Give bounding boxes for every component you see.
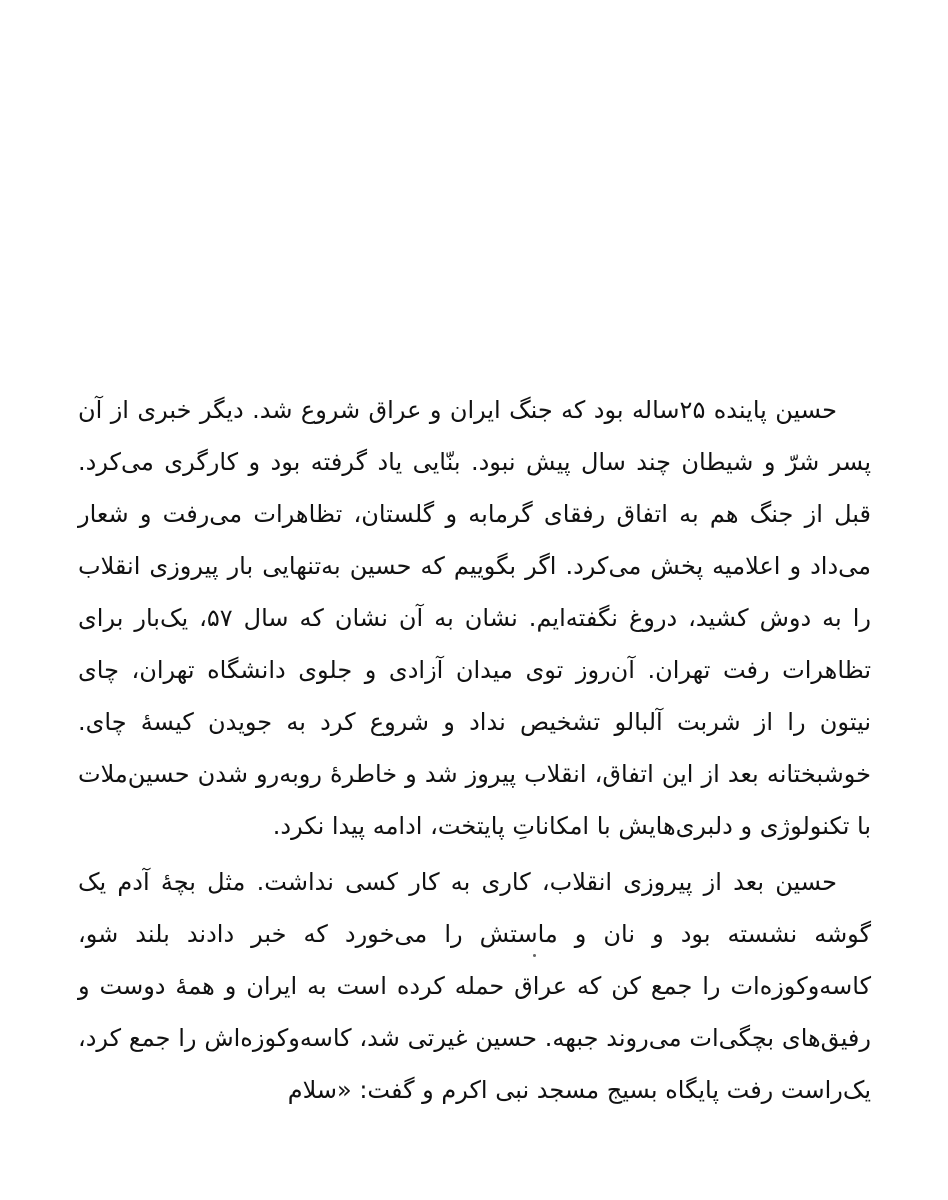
print-speck: [533, 954, 536, 957]
body-text: [78, 384, 871, 1116]
paragraph-1: حسین پاینده ۲۵ساله بود که جنگ ایران و عراق شروع شد. دیگر خبری از آن پسر شرّ و شیطان چند سال پیش نبود. بنّایی یاد گرفته بود و کارگری می‌کرد. قبل از جنگ هم به اتفاق رفقای گرمابه و گلستان، تظاهرات می‌رفت و شعار می‌داد و اعلامیه پخش می‌کرد. اگر بگوییم که حسین به‌تنهایی بار پیروزی انقلاب را به دوش کشید، دروغ نگفته‌ایم. نشان به آن نشان که سال ۵۷، یک‌بار برای تظاهرات رفت تهران. آن‌روز توی میدان آزادی و جلوی دانشگاه تهران، چای نیتون را از شربت آلبالو تشخیص نداد و شروع کرد به جویدن کیسهٔ چای. خوشبختانه بعد از این اتفاق، انقلاب پیروز شد و خاطرهٔ روبه‌رو شدن حسین‌ملات با تکنولوژی و دلبری‌هایش با امکاناتِ پایتخت، ادامه پیدا نکرد.: [78, 396, 871, 840]
paragraph-2: حسین بعد از پیروزی انقلاب، کاری به کار کسی نداشت. مثل بچهٔ آدم یک گوشه نشسته بود و نان و ماستش را می‌خورد که خبر دادند بلند شو، کاسه‌وکوزه‌ات را جمع کن که عراق حمله کرده است به ایران و همهٔ دوست و رفیق‌های بچگی‌ات می‌روند جبهه. حسین غیرتی شد، کاسه‌وکوزه‌اش را جمع کرد، یک‌راست رفت پایگاه بسیج مسجد نبی اکرم و گفت: «سلام: [78, 868, 871, 1104]
